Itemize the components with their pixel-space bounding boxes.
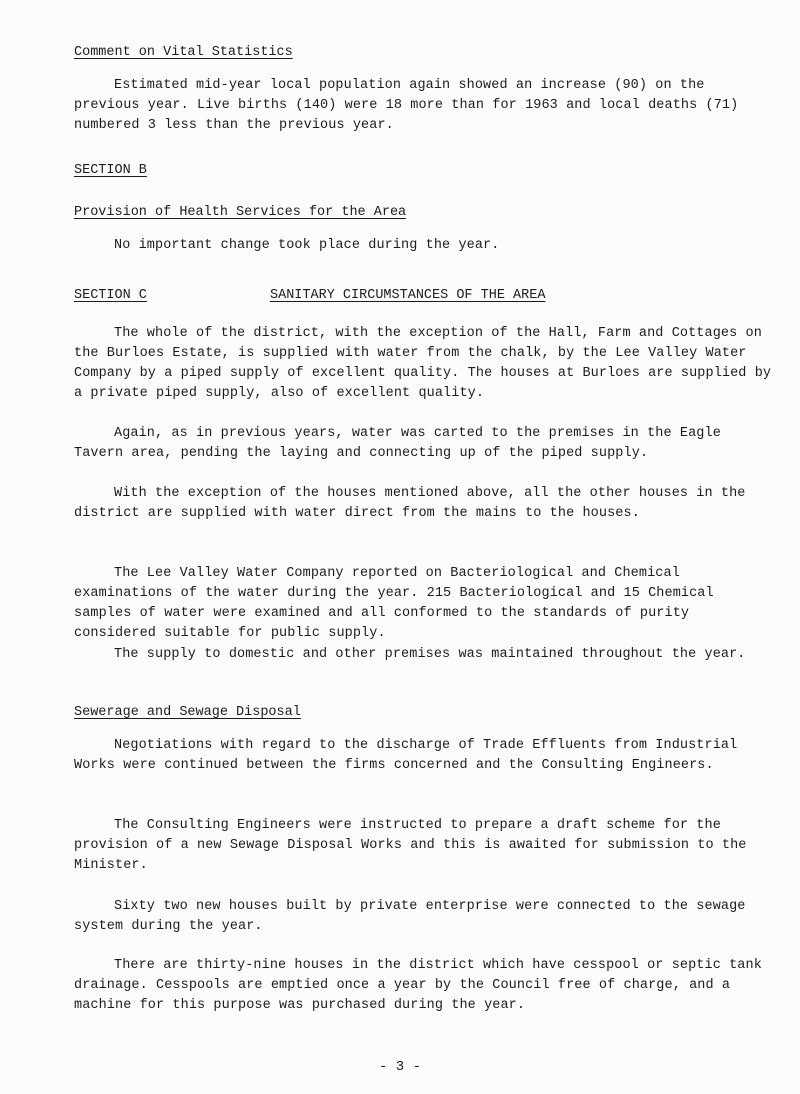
paragraph-water-supply-1: The whole of the district, with the exception of the Hall, Farm and Cottages on the Burloes Estate, is supplied with water from the chalk, by the Lee Valley Water Company by a piped supply of excellent quality. The houses at Burloes are supplied by a private piped supply, also of excellent quality. (74, 326, 772, 401)
paragraph-vital-statistics: Estimated mid-year local population again showed an increase (90) on the previous year. Live births (140) were 18 more than for 1963 and local deaths (71) numbered 3 less than the previous year. (74, 78, 739, 133)
paragraph-provision: No important change took place during the year. (114, 238, 500, 253)
heading-provision-health-services: Provision of Health Services for the Area (74, 205, 407, 220)
heading-section-c: SECTION C (74, 288, 147, 303)
paragraph-sewerage-2: The Consulting Engineers were instructed to prepare a draft scheme for the provision of a new Sewage Disposal Works and this is awaited for submission to the Minister. (74, 818, 747, 873)
paragraph-water-supply-3: With the exception of the houses mentioned above, all the other houses in the district are supplied with water direct from the mains to the houses. (74, 486, 746, 521)
paragraph-water-supply-4: The Lee Valley Water Company reported on Bacteriological and Chemical examinations of the water during the year. 215 Bacteriological and 15 Chemical samples of water were examined and all conformed to the standards of purity considered suitable for public supply. (74, 566, 714, 641)
paragraph-sewerage-4: There are thirty-nine houses in the district which have cesspool or septic tank drainage. Cesspools are emptied once a year by the Council free of charge, and a machine for this purpose was purchased during the year. (74, 958, 762, 1013)
paragraph-sewerage-1: Negotiations with regard to the discharge of Trade Effluents from Industrial Works were continued between the firms concerned and the Consulting Engineers. (74, 738, 738, 773)
paragraph-water-supply-2: Again, as in previous years, water was carted to the premises in the Eagle Tavern area, pending the laying and connecting up of the piped supply. (74, 426, 721, 461)
paragraph-sewerage-3: Sixty two new houses built by private enterprise were connected to the sewage system during the year. (74, 899, 746, 934)
heading-sanitary-circumstances: SANITARY CIRCUMSTANCES OF THE AREA (270, 288, 546, 303)
heading-vital-statistics: Comment on Vital Statistics (74, 45, 293, 60)
page-number: - 3 - (378, 1059, 421, 1075)
heading-section-b: SECTION B (74, 163, 147, 178)
heading-sewerage: Sewerage and Sewage Disposal (74, 705, 301, 720)
paragraph-water-supply-5: The supply to domestic and other premises was maintained throughout the year. (114, 647, 746, 662)
